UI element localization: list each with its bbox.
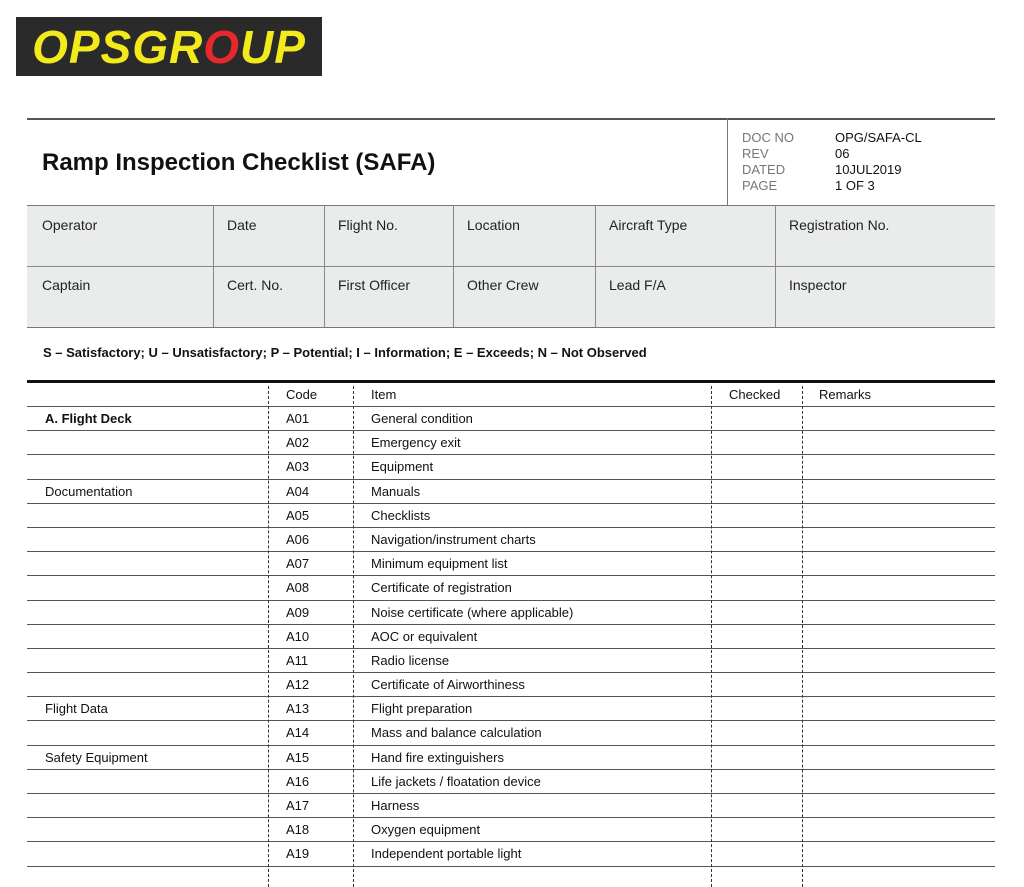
field-location[interactable]: Location (467, 217, 520, 233)
row-code: A03 (286, 459, 310, 475)
col-header-code: Code (286, 387, 318, 402)
document-title: Ramp Inspection Checklist (SAFA) (42, 149, 436, 176)
grid-divider (595, 206, 596, 327)
row-checked-cell[interactable] (729, 746, 817, 769)
row-checked-cell[interactable] (729, 649, 817, 672)
row-remarks-cell[interactable] (819, 794, 989, 817)
row-item: Independent portable light (371, 846, 522, 862)
row-code: A04 (286, 483, 310, 499)
row-remarks-cell[interactable] (819, 480, 989, 503)
table-row (27, 721, 995, 745)
table-row (27, 407, 995, 431)
row-remarks-cell[interactable] (819, 697, 989, 720)
doc-info-key: DATED (742, 162, 786, 177)
row-remarks-cell[interactable] (819, 818, 989, 841)
grid-divider (324, 206, 325, 327)
row-item: Equipment (371, 459, 434, 475)
grid-divider (213, 206, 214, 327)
table-row (27, 818, 995, 842)
logo-text-end: UP (240, 20, 306, 73)
row-checked-cell[interactable] (729, 673, 817, 696)
table-row (27, 528, 995, 552)
column-divider (711, 386, 712, 887)
row-checked-cell[interactable] (729, 528, 817, 551)
row-remarks-cell[interactable] (819, 455, 989, 478)
row-item: Flight preparation (371, 701, 473, 717)
row-checked-cell[interactable] (729, 504, 817, 527)
row-code: A08 (286, 580, 310, 596)
row-item: AOC or equivalent (371, 628, 478, 644)
row-code: A13 (286, 701, 310, 717)
row-item: Manuals (371, 483, 421, 499)
row-remarks-cell[interactable] (819, 504, 989, 527)
row-item: Checklists (371, 507, 431, 523)
table-row (27, 625, 995, 649)
row-remarks-cell[interactable] (819, 431, 989, 454)
row-checked-cell[interactable] (729, 455, 817, 478)
row-checked-cell[interactable] (729, 480, 817, 503)
row-remarks-cell[interactable] (819, 552, 989, 575)
grid-divider (453, 206, 454, 327)
row-code: A12 (286, 677, 310, 693)
col-header-checked: Checked (729, 387, 781, 402)
row-remarks-cell[interactable] (819, 842, 989, 865)
table-row (27, 746, 995, 770)
logo-text-start: OPSGR (32, 20, 204, 73)
column-divider (353, 386, 354, 887)
doc-info-key: DOC NO (742, 130, 794, 145)
row-code: A09 (286, 604, 310, 620)
table-header-row (27, 383, 995, 407)
header-rule (27, 118, 995, 120)
row-checked-cell[interactable] (729, 407, 817, 430)
field-captain[interactable]: Captain (42, 277, 91, 293)
table-row (27, 504, 995, 528)
row-code: A07 (286, 556, 310, 572)
row-item: Certificate of registration (371, 580, 512, 596)
row-item: Certificate of Airworthiness (371, 677, 525, 693)
row-item: Hand fire extinguishers (371, 749, 504, 765)
logo-bolt-mark: O (203, 20, 241, 73)
doc-page: 1 OF 3 (835, 178, 875, 193)
opsgroup-logo (16, 17, 322, 76)
table-row (27, 770, 995, 794)
doc-revision: 06 (835, 146, 850, 161)
field-other-crew[interactable]: Other Crew (467, 277, 539, 293)
field-lead-fa[interactable]: Lead F/A (609, 277, 666, 293)
row-remarks-cell[interactable] (819, 576, 989, 599)
row-remarks-cell[interactable] (819, 625, 989, 648)
col-header-item: Item (371, 387, 397, 402)
row-code: A02 (286, 435, 310, 451)
row-checked-cell[interactable] (729, 601, 817, 624)
checklist-table (27, 383, 995, 867)
row-section: Documentation (45, 483, 133, 499)
row-remarks-cell[interactable] (819, 746, 989, 769)
rating-legend: S – Satisfactory; U – Unsatisfactory; P – Potential; I – Information; E – Exceeds; N – Not Observed (43, 345, 647, 360)
row-remarks-cell[interactable] (819, 770, 989, 793)
table-row (27, 794, 995, 818)
table-row (27, 673, 995, 697)
col-header-remarks: Remarks (819, 387, 872, 402)
doc-info-values (835, 130, 922, 194)
table-row (27, 576, 995, 600)
row-code: A10 (286, 628, 310, 644)
row-section: Safety Equipment (45, 749, 148, 765)
logo-wordmark (32, 20, 306, 73)
row-item: Navigation/instrument charts (371, 531, 536, 547)
row-code: A15 (286, 749, 310, 765)
row-checked-cell[interactable] (729, 818, 817, 841)
row-checked-cell[interactable] (729, 721, 817, 744)
field-date[interactable]: Date (227, 217, 257, 233)
doc-info-keys (742, 130, 794, 194)
row-code: A18 (286, 822, 310, 838)
doc-date: 10JUL2019 (835, 162, 902, 177)
grid-divider (775, 206, 776, 327)
table-row (27, 601, 995, 625)
row-remarks-cell[interactable] (819, 407, 989, 430)
row-checked-cell[interactable] (729, 697, 817, 720)
row-checked-cell[interactable] (729, 794, 817, 817)
row-section: A. Flight Deck (45, 411, 132, 426)
row-checked-cell[interactable] (729, 625, 817, 648)
row-item: Mass and balance calculation (371, 725, 542, 741)
field-aircraft-type[interactable]: Aircraft Type (609, 217, 688, 233)
row-checked-cell[interactable] (729, 770, 817, 793)
row-checked-cell[interactable] (729, 552, 817, 575)
row-code: A01 (286, 411, 310, 426)
row-section: Flight Data (45, 701, 108, 717)
row-remarks-cell[interactable] (819, 528, 989, 551)
doc-number: OPG/SAFA-CL (835, 130, 922, 145)
row-item: Minimum equipment list (371, 556, 508, 572)
table-row (27, 431, 995, 455)
row-remarks-cell[interactable] (819, 649, 989, 672)
table-row (27, 842, 995, 866)
flight-details-grid (27, 205, 995, 328)
row-checked-cell[interactable] (729, 576, 817, 599)
table-row (27, 455, 995, 479)
row-code: A16 (286, 773, 310, 789)
grid-divider (27, 266, 995, 267)
row-checked-cell[interactable] (729, 842, 817, 865)
row-code: A17 (286, 798, 310, 813)
table-row (27, 649, 995, 673)
row-checked-cell[interactable] (729, 431, 817, 454)
table-row (27, 480, 995, 504)
column-divider (268, 386, 269, 887)
header-divider (727, 118, 728, 206)
field-cert-no[interactable]: Cert. No. (227, 277, 284, 293)
doc-info-key: REV (742, 146, 769, 161)
row-remarks-cell[interactable] (819, 721, 989, 744)
row-code: A05 (286, 507, 310, 523)
row-item: General condition (371, 411, 473, 426)
field-registration-no[interactable]: Registration No. (789, 217, 890, 233)
field-inspector[interactable]: Inspector (789, 277, 847, 293)
row-item: Noise certificate (where applicable) (371, 604, 574, 620)
table-row (27, 697, 995, 721)
row-item: Radio license (371, 652, 450, 668)
field-operator[interactable]: Operator (42, 217, 98, 233)
row-remarks-cell[interactable] (819, 601, 989, 624)
row-item: Oxygen equipment (371, 822, 481, 838)
row-code: A06 (286, 531, 310, 547)
row-item: Emergency exit (371, 435, 461, 451)
field-first-officer[interactable]: First Officer (338, 277, 411, 293)
row-code: A14 (286, 725, 310, 741)
doc-info-key: PAGE (742, 178, 778, 193)
row-item: Harness (371, 798, 420, 813)
table-row (27, 552, 995, 576)
row-code: A19 (286, 846, 310, 862)
field-flight-no[interactable]: Flight No. (338, 217, 398, 233)
column-divider (802, 386, 803, 887)
row-remarks-cell[interactable] (819, 673, 989, 696)
row-item: Life jackets / floatation device (371, 773, 541, 789)
row-code: A11 (286, 652, 309, 668)
